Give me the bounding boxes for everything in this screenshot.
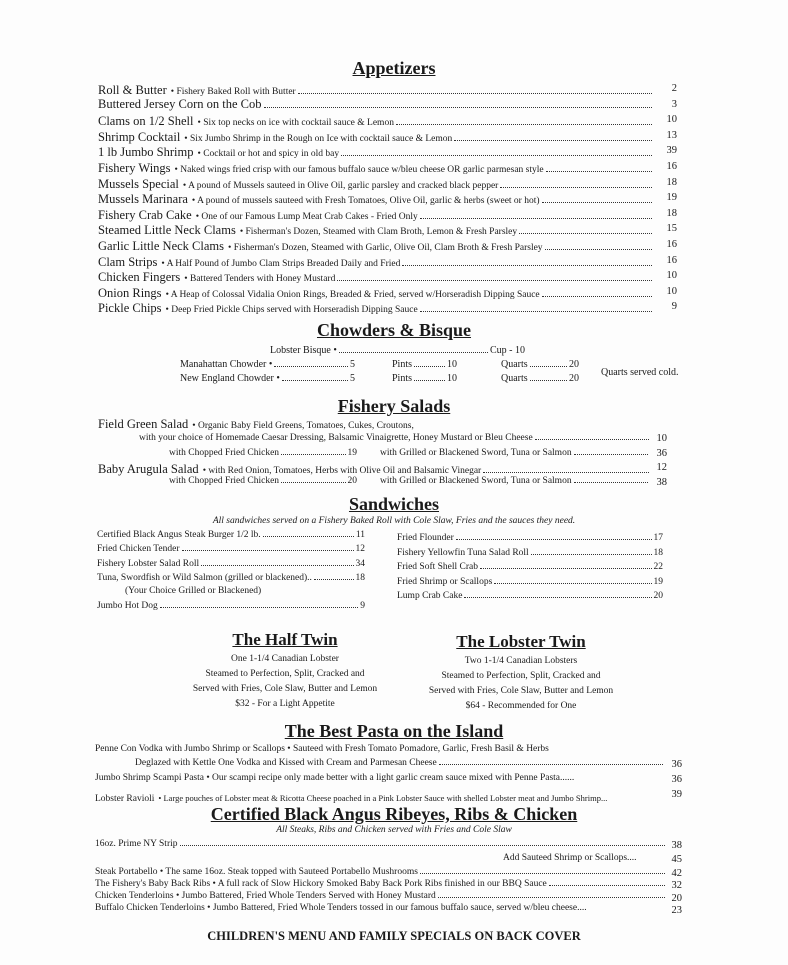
leader-dots — [420, 218, 652, 219]
pints-label: Pints — [392, 373, 413, 384]
field-salad-line2 — [139, 433, 651, 443]
leader-dots — [341, 155, 652, 156]
sandwich-name: Tuna, Swordfish or Wild Salmon (grilled or blackened).. — [97, 572, 312, 583]
appetizer-name: Mussels Marinara — [98, 192, 188, 207]
field-seafood-price: 36 — [656, 448, 667, 459]
sandwich-item — [97, 530, 365, 540]
portabello-row — [95, 867, 667, 877]
leader-dots — [182, 550, 354, 551]
arugula-price: 12 — [656, 462, 667, 473]
sandwich-name: Fried Shrimp or Scallops — [397, 576, 493, 587]
appetizer-name: Onion Rings — [98, 285, 162, 300]
appetizer-price: 13 — [666, 129, 677, 141]
arugula-chicken-price: 20 — [347, 476, 357, 486]
appetizer-desc: • Six Jumbo Shrimp in the Rough on Ice with cocktail sauce & Lemon — [184, 133, 453, 144]
ravioli-price: 39 — [671, 789, 682, 800]
sandwich-price: 12 — [355, 544, 365, 555]
arugula-seafood-label: with Grilled or Blackened Sword, Tuna or Salmon — [380, 476, 572, 486]
appetizer-desc: • Naked wings fried crisp with our famous buffalo sauce w/bleu cheese OR garlic parmesan style — [174, 165, 544, 175]
sandwiches-subtitle: All sandwiches served on a Fishery Baked Roll with Cole Slaw, Fries and the sauces they need. — [212, 516, 576, 526]
leader-dots — [542, 296, 652, 297]
leader-dots — [402, 265, 652, 266]
arugula-chicken-row — [169, 476, 357, 486]
leader-dots — [494, 583, 651, 584]
hotdog-name: Jumbo Hot Dog — [97, 601, 158, 611]
appetizer-desc: • A pound of mussels sauteed with Fresh Tomatoes, Olive Oil, garlic & herbs (sweet or hot) — [191, 196, 540, 207]
leader-dots — [542, 202, 652, 203]
leader-dots — [464, 597, 651, 598]
penne-line1: Penne Con Vodka with Jumbo Shrimp or Scallops • Sauteed with Fresh Tomato Pomadore, Garlic, Fresh Basil & Herbs — [95, 744, 549, 754]
steaks-heading: Certified Black Angus Ribeyes, Ribs & Chicken — [210, 804, 578, 824]
arugula-name: Baby Arugula Salad — [98, 462, 199, 476]
field-salad-name: Field Green Salad — [98, 417, 189, 431]
appetizer-price: 16 — [666, 239, 677, 250]
leader-dots — [396, 124, 652, 125]
buffalo-price: 23 — [671, 905, 682, 916]
appetizer-name: Fishery Crab Cake — [98, 207, 192, 222]
ribs-row — [95, 879, 667, 889]
pints-price: 10 — [447, 359, 457, 370]
leader-dots — [298, 93, 652, 94]
hotdog-row — [97, 601, 365, 611]
appetizer-name: Clams on 1/2 Shell — [98, 114, 194, 129]
sandwich-price: 19 — [653, 576, 663, 587]
bisque-label: Lobster Bisque • — [270, 345, 337, 356]
leader-dots — [420, 311, 652, 312]
quarts-label: Quarts — [501, 359, 528, 370]
tenderloins-price: 20 — [671, 893, 682, 904]
appetizer-name: Pickle Chips — [98, 301, 162, 316]
steaks-subtitle: All Steaks, Ribs and Chicken served with Fries and Cole Slaw — [276, 825, 512, 835]
appetizer-desc: • A Half Pound of Jumbo Clam Strips Breaded Daily and Fried — [161, 258, 401, 269]
field-chicken-row — [169, 448, 357, 458]
appetizer-price: 10 — [666, 114, 677, 126]
sandwich-price: 18 — [653, 547, 663, 558]
appetizer-price: 18 — [666, 207, 677, 219]
sandwich-name: Fried Flounder — [397, 533, 454, 543]
sandwich-item — [397, 533, 663, 543]
new-england-price: 5 — [350, 373, 355, 384]
field-seafood-label: with Grilled or Blackened Sword, Tuna or Salmon — [380, 448, 572, 458]
arugula-seafood-price: 38 — [656, 477, 667, 488]
sandwich-item — [97, 559, 365, 569]
quarts-row-2 — [501, 373, 579, 384]
leader-dots — [454, 140, 652, 141]
field-chicken-price: 19 — [347, 448, 357, 458]
arugula-chicken-label: with Chopped Fried Chicken — [169, 476, 280, 486]
quarts-label: Quarts — [501, 373, 528, 384]
leader-dots — [545, 249, 652, 250]
appetizer-desc: • Six top necks on ice with cocktail sauce & Lemon — [197, 118, 394, 129]
sandwich-name: Fishery Yellowfin Tuna Salad Roll — [397, 547, 529, 558]
leader-dots — [519, 233, 652, 234]
scampi-line: Jumbo Shrimp Scampi Pasta • Our scampi recipe only made better with a light garlic cream sauce mixed with Penne Pasta...... — [95, 773, 575, 783]
appetizer-price: 16 — [666, 161, 677, 172]
appetizers-heading: Appetizers — [352, 58, 436, 78]
leader-dots — [546, 171, 652, 172]
sandwich-item — [397, 548, 663, 558]
appetizer-desc: • Deep Fried Pickle Chips served with Horseradish Dipping Sauce — [165, 305, 418, 316]
sandwiches-heading: Sandwiches — [348, 494, 440, 514]
hotdog-price: 9 — [360, 601, 365, 611]
appetizer-item — [98, 299, 654, 317]
appetizer-name: Steamed Little Neck Clams — [98, 223, 236, 238]
appetizer-name: Fishery Wings — [98, 161, 171, 175]
penne-line2 — [135, 758, 665, 768]
sandwich-price: 20 — [653, 591, 663, 601]
leader-dots — [531, 554, 652, 555]
sandwich-note: (Your Choice Grilled or Blackened) — [125, 586, 262, 596]
sandwich-price: 11 — [355, 530, 365, 540]
quarts-note: Quarts served cold. — [601, 367, 679, 378]
appetizer-name: Clam Strips — [98, 254, 158, 269]
salads-heading: Fishery Salads — [337, 396, 451, 416]
arugula-seafood-row — [380, 476, 650, 486]
sandwich-price: 22 — [653, 562, 663, 572]
half-twin-line1: One 1-1/4 Canadian Lobster — [231, 654, 339, 664]
chowders-heading: Chowders & Bisque — [316, 320, 472, 340]
appetizer-desc: • Cocktail or hot and spicy in old bay — [197, 149, 340, 160]
sandwich-price: 17 — [653, 533, 663, 543]
leader-dots — [201, 565, 353, 566]
appetizer-name: Roll & Butter — [98, 83, 167, 97]
pasta-heading: The Best Pasta on the Island — [284, 721, 504, 741]
appetizer-desc: • Fisherman's Dozen, Steamed with Garlic, Olive Oil, Clam Broth & Fresh Parsley — [228, 243, 543, 253]
strip-row — [95, 839, 667, 849]
new-england-row — [180, 373, 355, 384]
sandwich-item — [97, 573, 365, 583]
scampi-price: 36 — [671, 774, 682, 785]
half-twin-line3: Served with Fries, Cole Slaw, Butter and Lemon — [192, 684, 378, 694]
appetizer-price: 16 — [666, 254, 677, 266]
field-salad-price: 10 — [656, 433, 667, 444]
lobster-twin-line3: Served with Fries, Cole Slaw, Butter and Lemon — [428, 686, 614, 696]
pints-row-1 — [392, 359, 457, 370]
leader-dots — [314, 579, 354, 580]
appetizer-name: 1 lb Jumbo Shrimp — [98, 145, 194, 160]
appetizer-price: 9 — [671, 301, 677, 313]
sandwich-item — [397, 562, 663, 572]
half-twin-heading: The Half Twin — [232, 630, 338, 649]
ravioli-name: Lobster Ravioli — [95, 794, 155, 804]
appetizer-price: 2 — [671, 83, 677, 94]
field-salad-dressings: with your choice of Homemade Caesar Dressing, Balsamic Vinaigrette, Honey Mustard or Bleu Cheese — [139, 433, 533, 443]
appetizer-price: 10 — [666, 270, 677, 282]
appetizer-price: 10 — [666, 285, 677, 297]
ribs-desc: The Fishery's Baby Back Ribs • A full rack of Slow Hickory Smoked Baby Back Pork Ribs finished in our BBQ Sauce — [95, 879, 547, 889]
leader-dots — [263, 536, 354, 537]
lobster-twin-price: $64 - Recommended for One — [465, 701, 577, 711]
appetizer-name: Shrimp Cocktail — [98, 129, 181, 144]
appetizer-desc: • A pound of Mussels sauteed in Olive Oil, garlic parsley and cracked black pepper — [182, 180, 499, 191]
appetizer-item — [98, 97, 654, 112]
portabello-price: 42 — [671, 868, 682, 879]
field-seafood-row — [380, 448, 650, 458]
bisque-row — [270, 345, 525, 356]
appetizer-name: Garlic Little Neck Clams — [98, 239, 225, 253]
strip-name: 16oz. Prime NY Strip — [95, 839, 178, 849]
tenderloins-desc: Chicken Tenderloins • Jumbo Battered, Fried Whole Tenders Served with Honey Mustard — [95, 891, 436, 901]
sandwich-price: 34 — [355, 558, 365, 569]
leader-dots — [456, 539, 652, 540]
leader-dots — [337, 280, 652, 281]
quarts-row-1 — [501, 359, 579, 370]
new-england-label: New England Chowder • — [180, 373, 280, 384]
addon-price: 45 — [671, 854, 682, 865]
quarts-price: 20 — [569, 373, 579, 384]
addon-label: Add Sauteed Shrimp or Scallops.... — [503, 853, 637, 863]
field-chicken-label: with Chopped Fried Chicken — [169, 448, 280, 458]
appetizer-price: 19 — [666, 192, 677, 204]
strip-price: 38 — [671, 840, 682, 851]
appetizer-desc: • Battered Tenders with Honey Mustard — [184, 274, 336, 285]
appetizer-desc: • One of our Famous Lump Meat Crab Cakes - Fried Only — [195, 211, 418, 222]
sandwich-name: Fried Soft Shell Crab — [397, 562, 479, 572]
half-twin-price: $32 - For a Light Appetite — [235, 699, 335, 709]
sandwich-name: Lump Crab Cake — [397, 591, 463, 601]
penne-price: 36 — [671, 759, 682, 770]
appetizer-name: Chicken Fingers — [98, 270, 181, 285]
arugula-desc: • with Red Onion, Tomatoes, Herbs with Olive Oil and Balsamic Vinegar — [202, 466, 482, 476]
quarts-price: 20 — [569, 359, 579, 370]
appetizer-desc: • Fishery Baked Roll with Butter — [170, 87, 296, 97]
ribs-price: 32 — [671, 880, 682, 891]
manhattan-row — [180, 359, 355, 370]
sandwich-name: Fried Chicken Tender — [97, 544, 180, 555]
manhattan-label: Manahattan Chowder • — [180, 359, 273, 370]
appetizer-price: 39 — [666, 145, 677, 157]
half-twin-desc — [150, 652, 420, 712]
leader-dots — [480, 568, 651, 569]
lobster-twin-desc — [385, 654, 657, 714]
sandwich-price: 18 — [355, 572, 365, 583]
appetizer-price: 3 — [671, 98, 677, 110]
lobster-twin-line1: Two 1-1/4 Canadian Lobsters — [464, 656, 578, 666]
appetizer-price: 18 — [666, 176, 677, 188]
bisque-cup: Cup - 10 — [490, 345, 525, 356]
sandwich-item — [97, 544, 365, 554]
buffalo-desc: Buffalo Chicken Tenderloins • Jumbo Battered, Fried Whole Tenders tossed in our famous buffalo sauce, served w/bleu cheese.... — [95, 903, 587, 913]
half-twin-line2: Steamed to Perfection, Split, Cracked and — [205, 669, 365, 679]
pints-price: 10 — [447, 373, 457, 384]
manhattan-price: 5 — [350, 359, 355, 370]
sandwich-name: Certified Black Angus Steak Burger 1/2 lb. — [97, 530, 261, 540]
lobster-twin-line2: Steamed to Perfection, Split, Cracked and — [441, 671, 601, 681]
appetizer-desc: • Fisherman's Dozen, Steamed with Clam Broth, Lemon & Fresh Parsley — [239, 227, 518, 238]
pints-label: Pints — [392, 359, 413, 370]
sandwich-item — [397, 591, 663, 601]
sandwich-name: Fishery Lobster Salad Roll — [97, 558, 200, 569]
appetizer-price: 15 — [666, 223, 677, 235]
appetizer-desc: • A Heap of Colossal Vidalia Onion Rings, Breaded & Fried, served w/Horseradish Dipping Sauce — [165, 289, 540, 300]
lobster-twin-heading: The Lobster Twin — [456, 632, 586, 651]
tenderloins-row — [95, 891, 667, 901]
ravioli-desc: • Large pouches of Lobster meat & Ricotta Cheese poached in a Pink Lobster Sauce with shelled Lobster meat and Jumbo Shrimp... — [158, 793, 608, 803]
field-salad — [98, 415, 414, 433]
leader-dots — [500, 187, 652, 188]
appetizer-name: Buttered Jersey Corn on the Cob — [98, 96, 262, 111]
appetizer-name: Mussels Special — [98, 176, 179, 191]
footer-note: CHILDREN'S MENU AND FAMILY SPECIALS ON BACK COVER — [207, 929, 581, 943]
leader-dots — [264, 107, 652, 108]
pints-row-2 — [392, 373, 457, 384]
sandwich-item — [397, 577, 663, 587]
portabello-desc: Steak Portabello • The same 16oz. Steak topped with Sauteed Portabello Mushrooms — [95, 867, 418, 877]
field-salad-desc: • Organic Baby Field Greens, Tomatoes, Cukes, Croutons, — [192, 421, 414, 431]
penne-desc: Deglazed with Kettle One Vodka and Kissed with Cream and Parmesan Cheese — [135, 758, 437, 768]
